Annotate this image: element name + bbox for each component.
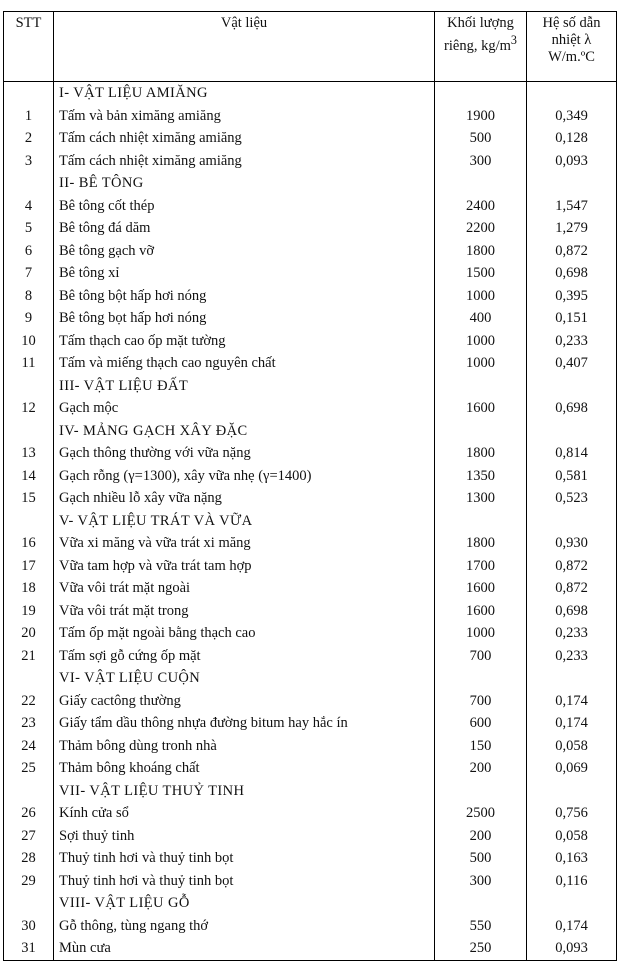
row-density-cell <box>435 82 527 105</box>
row-material-name: Tấm cách nhiệt ximăng amiăng <box>54 150 435 173</box>
section-row <box>4 780 617 803</box>
row-material-name: Gạch nhiều lỗ xây vữa nặng <box>54 487 435 510</box>
section-title: II- BÊ TÔNG <box>54 172 435 195</box>
row-density-cell <box>435 667 527 690</box>
header-conductivity-line3: W/m.ºC <box>548 49 595 65</box>
row-conductivity-cell <box>527 82 617 105</box>
row-stt: 2 <box>4 127 54 150</box>
table-row <box>4 600 617 623</box>
header-density-line1: Khối lượng <box>447 15 514 31</box>
row-stt: 14 <box>4 465 54 488</box>
row-material-name: Thuỷ tinh hơi và thuỷ tinh bọt <box>54 870 435 893</box>
row-material-name: Gạch rỗng (γ=1300), xây vữa nhẹ (γ=1400) <box>54 465 435 488</box>
row-density-cell <box>435 510 527 533</box>
table-row <box>4 825 617 848</box>
table-header <box>4 12 617 82</box>
section-row <box>4 375 617 398</box>
table-row <box>4 127 617 150</box>
row-stt: 5 <box>4 217 54 240</box>
row-stt: 3 <box>4 150 54 173</box>
table-row <box>4 262 617 285</box>
section-row <box>4 510 617 533</box>
section-title: VIII- VẬT LIỆU GỖ <box>54 892 435 915</box>
row-conductivity: 0,756 <box>527 802 617 825</box>
row-stt: 15 <box>4 487 54 510</box>
row-stt: 24 <box>4 735 54 758</box>
row-stt: 23 <box>4 712 54 735</box>
row-stt: 12 <box>4 397 54 420</box>
row-stt-cell <box>4 172 54 195</box>
row-conductivity: 0,872 <box>527 577 617 600</box>
row-material-name: Tấm và miếng thạch cao nguyên chất <box>54 352 435 375</box>
section-row <box>4 667 617 690</box>
row-material-name: Bê tông gạch vỡ <box>54 240 435 263</box>
row-stt: 30 <box>4 915 54 938</box>
row-density: 500 <box>435 127 527 150</box>
row-density: 1300 <box>435 487 527 510</box>
row-material-name: Vữa tam hợp và vữa trát tam hợp <box>54 555 435 578</box>
section-row <box>4 82 617 105</box>
row-density: 1350 <box>435 465 527 488</box>
row-stt-cell <box>4 667 54 690</box>
row-material-name: Vữa xi măng và vữa trát xi măng <box>54 532 435 555</box>
row-material-name: Mùn cưa <box>54 937 435 960</box>
section-title: I- VẬT LIỆU AMIĂNG <box>54 82 435 105</box>
row-stt: 13 <box>4 442 54 465</box>
row-stt: 27 <box>4 825 54 848</box>
row-conductivity: 0,349 <box>527 105 617 128</box>
table-row <box>4 240 617 263</box>
row-density: 600 <box>435 712 527 735</box>
table-body <box>4 82 617 961</box>
row-stt: 16 <box>4 532 54 555</box>
table-row <box>4 487 617 510</box>
header-conductivity-line1: Hệ số dẫn <box>542 15 601 31</box>
table-row <box>4 937 617 960</box>
section-title: V- VẬT LIỆU TRÁT VÀ VỮA <box>54 510 435 533</box>
table-row <box>4 330 617 353</box>
row-density-cell <box>435 892 527 915</box>
header-stt: STT <box>4 12 54 82</box>
table-row <box>4 915 617 938</box>
table-row <box>4 442 617 465</box>
header-conductivity-line2: nhiệt λ <box>551 32 592 48</box>
row-conductivity: 0,151 <box>527 307 617 330</box>
row-density: 150 <box>435 735 527 758</box>
row-stt: 21 <box>4 645 54 668</box>
section-title: VI- VẬT LIỆU CUỘN <box>54 667 435 690</box>
table-row <box>4 195 617 218</box>
row-stt: 8 <box>4 285 54 308</box>
row-density: 2500 <box>435 802 527 825</box>
table-row <box>4 465 617 488</box>
materials-table <box>3 11 617 961</box>
row-material-name: Tấm thạch cao ốp mặt tường <box>54 330 435 353</box>
row-stt-cell <box>4 82 54 105</box>
row-material-name: Gạch mộc <box>54 397 435 420</box>
row-density: 2400 <box>435 195 527 218</box>
table-row <box>4 735 617 758</box>
row-conductivity: 0,093 <box>527 150 617 173</box>
row-conductivity: 0,093 <box>527 937 617 960</box>
row-density-cell <box>435 375 527 398</box>
row-conductivity: 1,279 <box>527 217 617 240</box>
row-density: 200 <box>435 825 527 848</box>
row-density-cell <box>435 420 527 443</box>
row-material-name: Kính cửa sổ <box>54 802 435 825</box>
row-conductivity: 0,174 <box>527 915 617 938</box>
row-density-cell <box>435 780 527 803</box>
row-conductivity: 0,069 <box>527 757 617 780</box>
row-conductivity: 0,116 <box>527 870 617 893</box>
row-conductivity-cell <box>527 892 617 915</box>
row-stt: 20 <box>4 622 54 645</box>
row-stt-cell <box>4 375 54 398</box>
row-conductivity: 0,233 <box>527 330 617 353</box>
row-conductivity: 0,930 <box>527 532 617 555</box>
row-conductivity: 0,058 <box>527 735 617 758</box>
row-density: 1000 <box>435 622 527 645</box>
table-row <box>4 352 617 375</box>
row-density: 700 <box>435 645 527 668</box>
row-conductivity-cell <box>527 667 617 690</box>
table-row <box>4 397 617 420</box>
row-density: 400 <box>435 307 527 330</box>
row-density: 200 <box>435 757 527 780</box>
row-conductivity: 0,058 <box>527 825 617 848</box>
row-stt-cell <box>4 780 54 803</box>
header-density <box>435 12 527 82</box>
row-density: 1700 <box>435 555 527 578</box>
row-stt: 25 <box>4 757 54 780</box>
row-material-name: Sợi thuỷ tinh <box>54 825 435 848</box>
row-density: 1900 <box>435 105 527 128</box>
table-row <box>4 645 617 668</box>
row-stt: 7 <box>4 262 54 285</box>
row-conductivity: 0,872 <box>527 555 617 578</box>
section-row <box>4 892 617 915</box>
row-density: 1600 <box>435 397 527 420</box>
row-density: 300 <box>435 150 527 173</box>
header-density-line2: riêng, kg/m <box>444 37 511 54</box>
row-material-name: Bê tông xỉ <box>54 262 435 285</box>
row-density: 2200 <box>435 217 527 240</box>
row-stt: 10 <box>4 330 54 353</box>
row-material-name: Bê tông bột hấp hơi nóng <box>54 285 435 308</box>
table-row <box>4 847 617 870</box>
row-conductivity-cell <box>527 510 617 533</box>
row-conductivity: 0,581 <box>527 465 617 488</box>
section-title: VII- VẬT LIỆU THUỶ TINH <box>54 780 435 803</box>
row-stt: 6 <box>4 240 54 263</box>
table-row <box>4 757 617 780</box>
row-material-name: Vữa vôi trát mặt trong <box>54 600 435 623</box>
row-material-name: Gỗ thông, tùng ngang thớ <box>54 915 435 938</box>
row-material-name: Thảm bông dùng tronh nhà <box>54 735 435 758</box>
row-density: 1800 <box>435 240 527 263</box>
table-row <box>4 622 617 645</box>
header-conductivity <box>527 12 617 82</box>
row-conductivity-cell <box>527 780 617 803</box>
header-density-sup: 3 <box>510 33 517 47</box>
row-density: 1500 <box>435 262 527 285</box>
row-material-name: Bê tông đá dăm <box>54 217 435 240</box>
row-conductivity: 0,698 <box>527 397 617 420</box>
row-density: 250 <box>435 937 527 960</box>
row-stt: 11 <box>4 352 54 375</box>
row-stt: 26 <box>4 802 54 825</box>
table-row <box>4 150 617 173</box>
table-row <box>4 712 617 735</box>
row-density: 1600 <box>435 600 527 623</box>
row-density-cell <box>435 172 527 195</box>
row-stt: 1 <box>4 105 54 128</box>
row-stt: 19 <box>4 600 54 623</box>
section-title: III- VẬT LIỆU ĐẤT <box>54 375 435 398</box>
row-conductivity: 0,233 <box>527 622 617 645</box>
row-material-name: Bê tông bọt hấp hơi nóng <box>54 307 435 330</box>
table-row <box>4 217 617 240</box>
row-density: 1000 <box>435 330 527 353</box>
row-density: 300 <box>435 870 527 893</box>
row-material-name: Bê tông cốt thép <box>54 195 435 218</box>
row-conductivity: 0,698 <box>527 600 617 623</box>
row-conductivity: 0,128 <box>527 127 617 150</box>
row-material-name: Tấm ốp mặt ngoài bằng thạch cao <box>54 622 435 645</box>
row-stt-cell <box>4 420 54 443</box>
row-conductivity: 0,174 <box>527 712 617 735</box>
row-conductivity: 0,523 <box>527 487 617 510</box>
row-material-name: Tấm sợi gỗ cứng ốp mặt <box>54 645 435 668</box>
section-row <box>4 172 617 195</box>
row-conductivity: 0,698 <box>527 262 617 285</box>
row-stt: 9 <box>4 307 54 330</box>
row-conductivity-cell <box>527 172 617 195</box>
row-stt: 31 <box>4 937 54 960</box>
row-conductivity: 0,233 <box>527 645 617 668</box>
row-conductivity: 0,814 <box>527 442 617 465</box>
header-material: Vật liệu <box>54 12 435 82</box>
row-conductivity: 0,407 <box>527 352 617 375</box>
row-material-name: Thuỷ tinh hơi và thuỷ tinh bọt <box>54 847 435 870</box>
table-row <box>4 532 617 555</box>
table-row <box>4 802 617 825</box>
table-row <box>4 555 617 578</box>
table-row <box>4 105 617 128</box>
row-density: 550 <box>435 915 527 938</box>
row-stt: 17 <box>4 555 54 578</box>
row-conductivity: 0,174 <box>527 690 617 713</box>
row-conductivity-cell <box>527 420 617 443</box>
row-material-name: Gạch thông thường với vữa nặng <box>54 442 435 465</box>
row-density: 1000 <box>435 352 527 375</box>
row-density: 700 <box>435 690 527 713</box>
row-stt: 29 <box>4 870 54 893</box>
row-stt-cell <box>4 892 54 915</box>
table-row <box>4 307 617 330</box>
row-conductivity-cell <box>527 375 617 398</box>
row-conductivity: 0,872 <box>527 240 617 263</box>
row-material-name: Tấm cách nhiệt ximăng amiăng <box>54 127 435 150</box>
header-row <box>4 12 617 82</box>
table-row <box>4 690 617 713</box>
row-stt: 28 <box>4 847 54 870</box>
table-row <box>4 870 617 893</box>
row-stt: 22 <box>4 690 54 713</box>
row-conductivity: 0,395 <box>527 285 617 308</box>
row-density: 1800 <box>435 532 527 555</box>
table-row <box>4 285 617 308</box>
row-stt: 4 <box>4 195 54 218</box>
row-conductivity: 0,163 <box>527 847 617 870</box>
section-title: IV- MẢNG GẠCH XÂY ĐẶC <box>54 420 435 443</box>
row-material-name: Vữa vôi trát mặt ngoài <box>54 577 435 600</box>
row-density: 500 <box>435 847 527 870</box>
row-material-name: Giấy cactông thường <box>54 690 435 713</box>
row-material-name: Thảm bông khoáng chất <box>54 757 435 780</box>
row-density: 1800 <box>435 442 527 465</box>
row-density: 1600 <box>435 577 527 600</box>
row-material-name: Tấm và bản ximăng amiăng <box>54 105 435 128</box>
section-row <box>4 420 617 443</box>
row-stt: 18 <box>4 577 54 600</box>
row-density: 1000 <box>435 285 527 308</box>
row-stt-cell <box>4 510 54 533</box>
row-material-name: Giấy tẩm dầu thông nhựa đường bitum hay hắc ín <box>54 712 435 735</box>
table-row <box>4 577 617 600</box>
row-conductivity: 1,547 <box>527 195 617 218</box>
